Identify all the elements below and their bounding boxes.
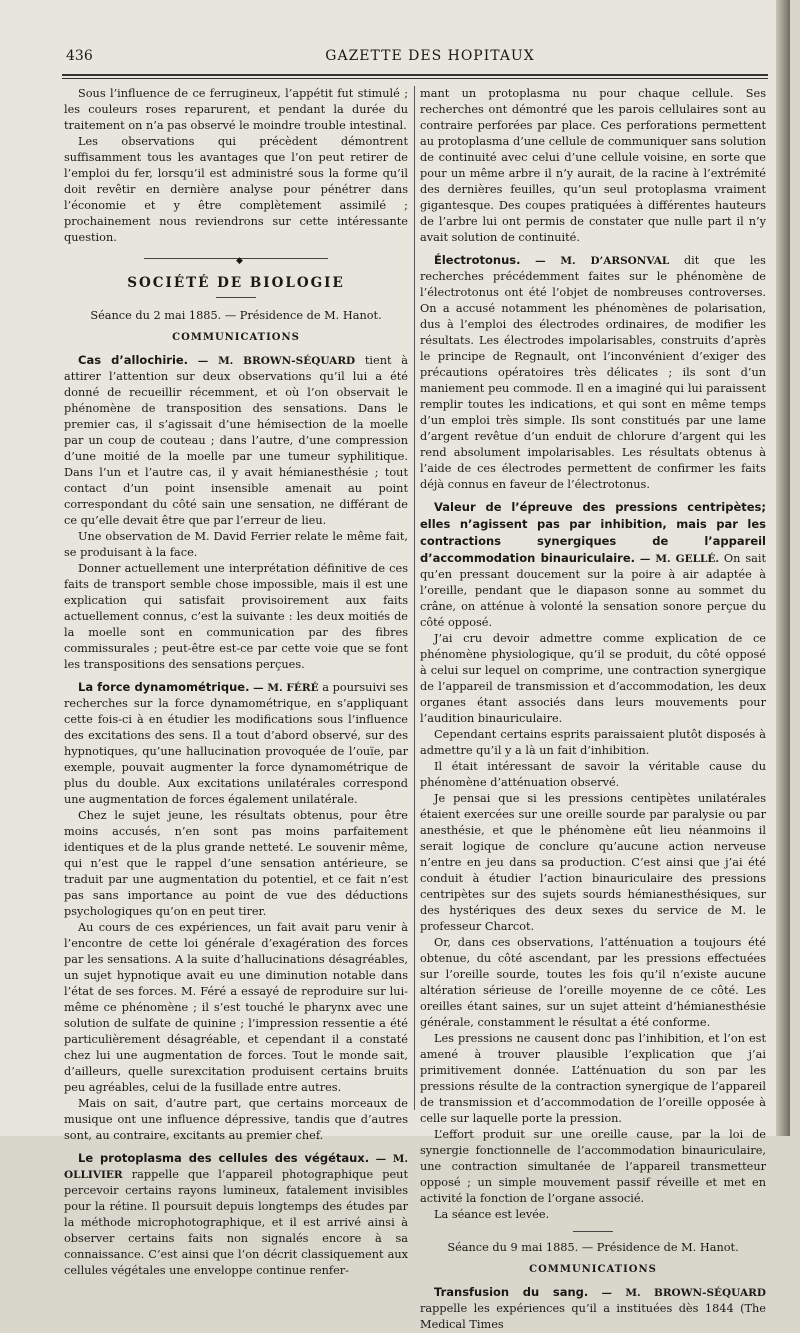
paragraph: Les observations qui précèdent démontrent suffisamment tous les avantages que l’on peut retirer de l’emploi du fer, lorsqu’il est administré sous la forme qu’il doit revêtir en dernière analyse pour pénétrer dans l’économie et y être complètement assimilé ; prochainement nous reviendrons sur cette intéressante question. bbox=[64, 135, 408, 244]
article-text: rappelle que l’appareil photographique peut percevoir certains rayons lumineux, fatalement invisibles pour la rétine. Il poursuit depuis longtemps des études par la méthode microphotographique, et il est arrivé ainsi à observer certains faits non signalés encore à sa connaissance. C’est ainsi que l’on décrit classiquement aux cellules végétales une enveloppe continue renfer- bbox=[64, 1168, 408, 1277]
article-text: a poursuivi ses recherches sur la force dynamométrique, en s’appliquant cette fois-ci à en étudier les modifications sous l’influence des excitations des sens. Il a tout d’abord observé, sur des hypnotiques, qu’une hallucination provoquée de l’ouïe, par exemple, pouvait augmenter la force dynamométrique de plus du double. Aux excitations unilatérales correspond une augmentation de forces également unilatérale. bbox=[64, 681, 409, 806]
short-rule bbox=[573, 1231, 613, 1232]
paragraph: Mais on sait, d’autre part, que certains morceaux de musique ont une influence dépressive, tandis que d’autres sont, au contraire, excitants au premier chef. bbox=[64, 1097, 408, 1142]
running-header bbox=[0, 48, 790, 68]
paragraph: mant un protoplasma nu pour chaque cellule. Ses recherches ont démontré que les parois cellulaires sont au contraire perforées par place. Ces perforations permettent au protoplasma d’une cellule de communiquer sans solution de continuité avec celui d’une cellule voisine, en sorte que pour un même arbre il n’y aurait, de la racine à l’extrémité des dernières feuilles, qu’un seul protoplasma vraiment gigantesque. Des coupes pratiquées à différentes hauteurs de l’arbre lui ont permis de constater que nulle part il n’y avait solution de continuité. bbox=[420, 87, 766, 244]
article-heading: Valeur de l’épreuve des pressions centripètes; elles n’agissent pas par inhibition, mais par les contractions synergiques de l’appareil d’accommodation binauriculaire. bbox=[420, 500, 766, 565]
paragraph: Il était intéressant de savoir la véritable cause du phénomène d’atténuation observé. bbox=[420, 760, 766, 789]
paragraph: Sous l’influence de ce ferrugineux, l’appétit fut stimulé ; les couleurs roses reparurent, et pendant la durée du traitement on n’a pas observé le moindre trouble intestinal. bbox=[64, 87, 408, 132]
journal-title: GAZETTE DES HOPITAUX bbox=[325, 48, 535, 64]
article-text: dit que les recherches précédemment faites sur le phénomène de l’électrotonus ont été l’objet de nombreuses controverses. On a accusé notamment les phénomènes de polarisation, dus à l’emploi des électrodes ordinaires, de modifier les résultats. Les électrodes impolarisables, construits d’après le principe de Regnault, ont l’inconvénient d’exiger des précautions opératoires très délicates ; ils sont d’un maniement peu commode. Il en a imaginé qui lui paraissent remplir toutes les indications, et qui sont en même temps d’un emploi très simple. Ils sont constitués par une lame d’argent revêtue d’un enduit de chlorure d’argent qui les rend absolument impolarisables. Les résultats obtenus à l’aide de ces électrodes permettent de confirmer les faits déjà connus en faveur de l’électrotonus. bbox=[420, 254, 766, 491]
article-text: rappelle les expériences qu’il a instituées dès 1844 (The Medical Times bbox=[420, 1302, 766, 1331]
article-paragraph bbox=[420, 1284, 766, 1333]
ornament-divider: ◆ bbox=[144, 258, 328, 263]
article-heading: Électrotonus. bbox=[434, 253, 521, 267]
column-divider bbox=[414, 86, 415, 1110]
right-column bbox=[420, 86, 766, 1333]
paragraph: Au cours de ces expériences, un fait avait paru venir à l’encontre de cette loi générale d’exagération des forces par les sensations. A la suite d’hallucinations désagréables, un sujet hypnotique avait eu une diminution notable dans l’état de ses forces. M. Féré a essayé de reproduire sur lui-même ce phénomène ; il s’est touché le pharynx avec une solution de sulfate de quinine ; l’impression ressentie a été particulièrement désagréable, et cependant il a constaté chez lui une augmentation de forces. Tout le monde sait, d’ailleurs, quelle surexcitation produisent certains bruits peu agréables, celui de la fusillade entre autres. bbox=[64, 921, 408, 1094]
paragraph: Chez le sujet jeune, les résultats obtenus, pour être moins accusés, n’en sont pas moins parfaitement identiques et de la plus grande netteté. Le souvenir même, qui n’est que le rappel d’une sensation antérieure, se traduit par une augmentation du potentiel, et ce fait n’est pas sans importance au point de vue des déductions psychologiques qu’on en peut tirer. bbox=[64, 809, 408, 918]
article-paragraph bbox=[64, 1150, 408, 1279]
article-author: — M. FÉRÉ bbox=[253, 682, 319, 694]
session-line: Séance du 9 mai 1885. — Présidence de M. Hanot. bbox=[447, 1241, 739, 1254]
article-paragraph bbox=[64, 679, 408, 808]
paragraph: Donner actuellement une interprétation définitive de ces faits de transport semble chose impossible, mais il est une explication qui satisfait provisoirement aux faits actuellement connus, c’est la suivante : les deux moitiés de la moelle sont en communication par des fibres commissurales ; peut-être est-ce par cette voie que se font les transpositions des sensations perçues. bbox=[64, 562, 408, 671]
short-rule bbox=[216, 297, 256, 298]
article-author: — M. D’ARSONVAL bbox=[535, 255, 670, 267]
article-paragraph bbox=[420, 252, 766, 493]
closing-line: La séance est levée. bbox=[434, 1208, 550, 1221]
article-paragraph bbox=[420, 499, 766, 631]
paragraph: Les pressions ne causent donc pas l’inhibition, et l’on est amené à trouver plausible l’explication que j’ai primitivement donnée. L’atténuation du son par les pressions résulte de la contraction synergique de l’appareil de transmission et d’accommodation de l’oreille opposée à celle sur laquelle porte la pression. bbox=[420, 1032, 766, 1125]
article-heading: Transfusion du sang. bbox=[434, 1285, 589, 1299]
article-author: — M. BROWN-SÉQUARD bbox=[197, 355, 356, 367]
article-author: — M. BROWN-SÉQUARD bbox=[601, 1287, 766, 1299]
session-line: Séance du 2 mai 1885. — Présidence de M. Hanot. bbox=[90, 309, 382, 322]
paragraph: J’ai cru devoir admettre comme explication de ce phénomène physiologique, qu’il se produit, du côté opposé à celui sur lequel on comprime, une contraction synergique de l’appareil de transmission et d’accommodation, les deux organes étant associés dans leurs mouvements pour l’audition binauriculaire. bbox=[420, 632, 766, 725]
section-title: SOCIÉTÉ DE BIOLOGIE bbox=[127, 275, 345, 291]
article-heading: La force dynamométrique. bbox=[78, 680, 250, 694]
paragraph: Or, dans ces observations, l’atténuation a toujours été obtenue, du côté ascendant, par les pressions effectuées sur l’oreille sourde, toutes les fois qu’il n’existe aucune altération sérieuse de l’oreille moyenne de ce côté. Les oreilles étant saines, sur un sujet atteint d’hémianesthésie générale, constamment le résultat a été conforme. bbox=[420, 936, 766, 1029]
article-heading: Le protoplasma des cellules des végétaux. bbox=[78, 1151, 370, 1165]
paragraph: Je pensai que si les pressions centipètes unilatérales étaient exercées sur une oreille sourde par paralysie ou par anesthésie, et que le phénomène eût lieu néanmoins il serait logique de conclure qu’aucune action nerveuse n’entre en jeu dans sa production. C’est ainsi que j’ai été conduit à étudier l’action binauriculaire des pressions centripètes sur des sujets sourds hémianesthésiques, sur des hystériques des deux sexes du service de M. le professeur Charcot. bbox=[420, 792, 766, 933]
paragraph: Cependant certains esprits paraissaient plutôt disposés à admettre qu’il y a là un fait d’inhibition. bbox=[420, 728, 766, 757]
page-edge bbox=[776, 0, 790, 1136]
left-column bbox=[64, 86, 408, 1279]
article-text: tient à attirer l’attention sur deux observations qu’il lui a été donné de recueillir récemment, et où l’on observait le phénomène de transposition des sensations. Dans le premier cas, il s’agissait d’une hémisection de la moelle par un coup de couteau ; dans l’autre, d’une compression d’une moitié de la moelle par une tumeur syphilitique. Dans l’un et l’autre cas, il y avait hémianesthésie ; tout contact d’un point insensible amenait au point correspondant du côté sain une sensation, ne différant de ce qu’elle devait être que par l’erreur de lieu. bbox=[64, 354, 408, 527]
paragraph: Une observation de M. David Ferrier relate le même fait, se produisant à la face. bbox=[64, 530, 408, 559]
header-rule-thin bbox=[62, 78, 768, 79]
article-author: — M. OLLIVIER bbox=[64, 1153, 409, 1181]
subsection-label: COMMUNICATIONS bbox=[172, 332, 300, 343]
subsection-label: COMMUNICATIONS bbox=[529, 1264, 657, 1275]
page-number: 436 bbox=[66, 48, 93, 64]
paragraph: L’effort produit sur une oreille cause, par la loi de synergie fonctionnelle de l’accommodation binauriculaire, une contraction simultanée de l’appareil transmetteur opposé ; un simple mouvement passif réveille et met en activité la fonction de l’organe associé. bbox=[420, 1128, 766, 1205]
article-paragraph bbox=[64, 352, 408, 529]
article-heading: Cas d’allochirie. bbox=[78, 353, 189, 367]
article-author: — M. GELLÉ. bbox=[639, 553, 719, 565]
article-text: On sait qu’en pressant doucement sur la poire à air adaptée à l’oreille, pendant que le diapason sonne au sommet du crâne, on atténue à volonté la sensation sonore perçue du côté opposé. bbox=[420, 552, 767, 629]
header-rule bbox=[62, 74, 768, 76]
